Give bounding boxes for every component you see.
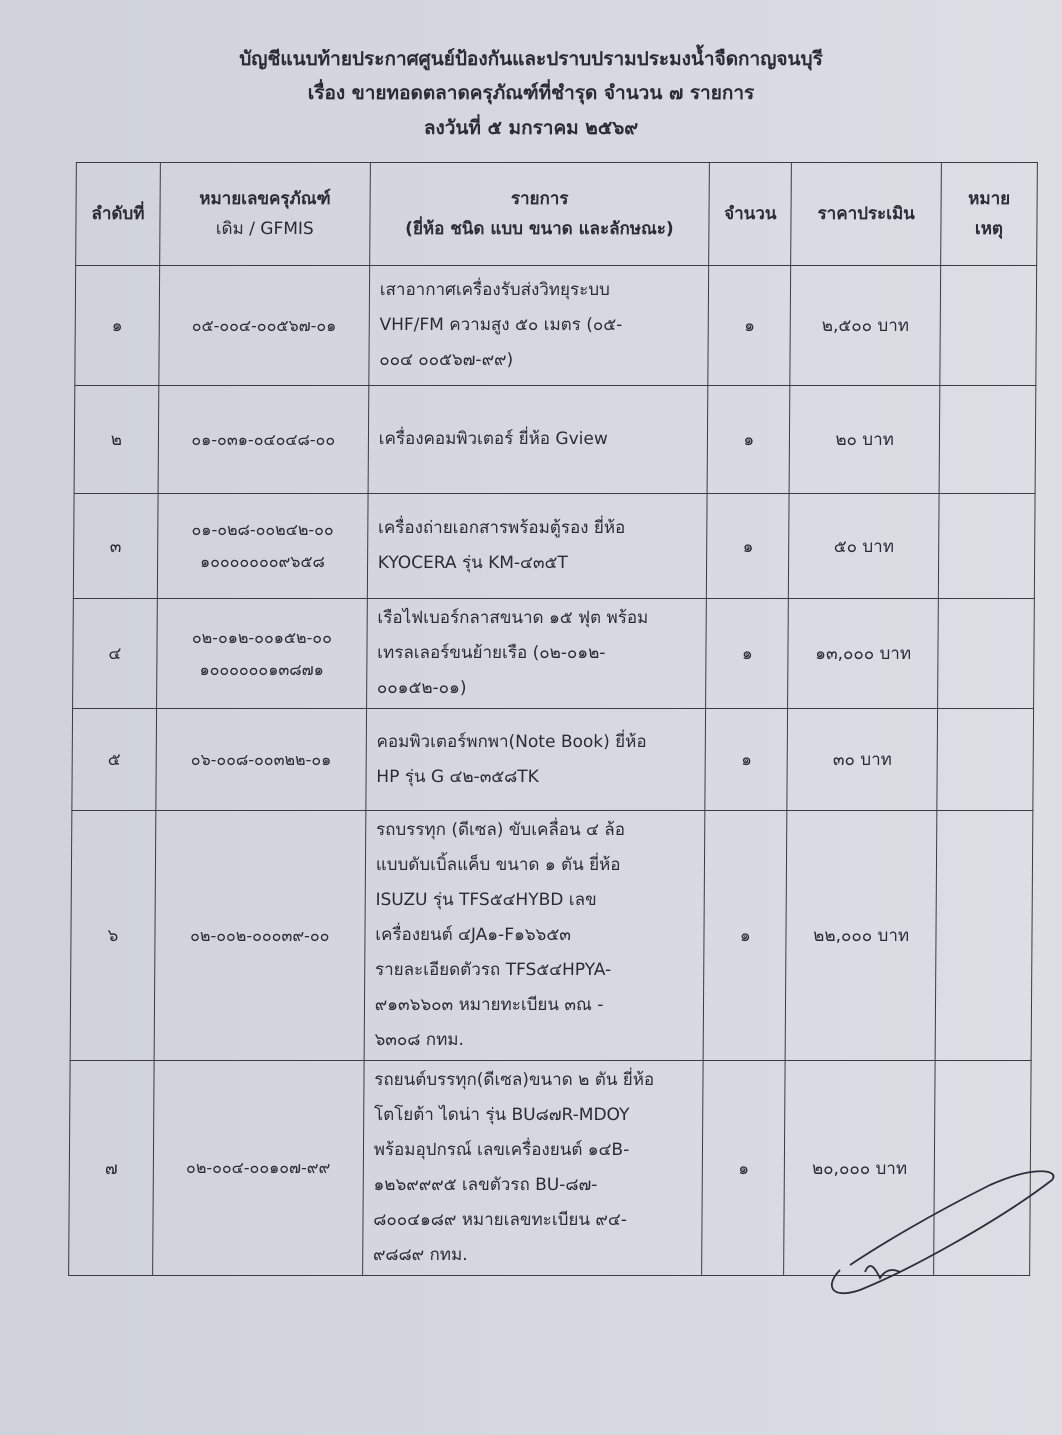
description-line: ๐๐๔ ๐๐๕๖๗-๙๙): [379, 350, 514, 370]
description-line: รถบรรทุก (ดีเซล) ขับเคลื่อน ๔ ล้อ: [375, 820, 626, 840]
asset-code-line: ๐๕-๐๐๔-๐๐๕๖๗-๐๑: [191, 315, 337, 335]
description-line: เครื่องยนต์ ๔JA๑-F๑๖๖๕๓: [375, 925, 571, 945]
row-number: ๕: [72, 709, 157, 811]
asset-code-line: ๐๑-๐๓๑-๐๔๐๔๘-๐๐: [191, 429, 336, 449]
header-price: ราคาประเมิน: [791, 163, 942, 266]
header-quantity: จำนวน: [709, 163, 792, 266]
item-description: [369, 266, 709, 386]
item-description: [368, 386, 708, 494]
appraised-price: ๒,๕๐๐ บาท: [790, 266, 941, 386]
description-line: เทรลเลอร์ขนย้ายเรือ (๐๒-๐๑๒-: [377, 643, 606, 663]
description-line: เสาอากาศเครื่องรับส่งวิทยุระบบ: [379, 280, 610, 300]
row-number: ๑: [75, 266, 160, 386]
document-date: ลงวันที่ ๕ มกราคม ๒๕๖๙: [423, 117, 639, 139]
description-line: ๐๐๑๕๒-๐๑): [376, 678, 467, 698]
appraised-price: ๑๓,๐๐๐ บาท: [788, 599, 939, 709]
header-code-line2: เดิม / GFMIS: [215, 219, 314, 239]
asset-code-line: ๐๒-๐๐๔-๐๐๑๐๗-๙๙: [186, 1158, 331, 1177]
description-line: พร้อมอุปกรณ์ เลขเครื่องยนต์ ๑๔B-: [373, 1140, 630, 1160]
table-header-row: [76, 163, 1038, 266]
table-row: [72, 709, 1034, 811]
item-description: [362, 1061, 703, 1276]
document-title: บัญชีแนบท้ายประกาศศูนย์ป้องกันและปราบปรามประมงน้ำจืดกาญจนบุรี: [239, 48, 823, 70]
note: [940, 266, 1037, 386]
table-row: [70, 811, 1033, 1061]
quantity: ๑: [708, 266, 791, 386]
quantity: ๑: [706, 599, 789, 709]
row-number: ๓: [73, 494, 158, 599]
item-description: [366, 599, 706, 709]
description-line: ๙๑๓๖๖๐๓ หมายทะเบียน ๓ณ -: [374, 995, 604, 1015]
signature: [820, 1160, 1060, 1310]
asset-code: [154, 811, 366, 1061]
asset-code: [158, 386, 369, 494]
appraised-price: ๒๒,๐๐๐ บาท: [785, 811, 937, 1061]
asset-code-line: ๐๒-๐๑๒-๐๐๑๕๒-๐๐: [191, 627, 332, 647]
table-row: [73, 494, 1035, 599]
row-number: ๒: [74, 386, 159, 494]
appraised-price: ๒๐ บาท: [789, 386, 940, 494]
asset-code-line: ๑๐๐๐๐๐๐๑๓๘๗๑: [199, 659, 324, 679]
description-line: ๘๐๐๔๑๘๙ หมายเลขทะเบียน ๙๔-: [373, 1210, 627, 1230]
header-note-line2: เหตุ: [974, 219, 1004, 239]
quantity: ๑: [707, 386, 790, 494]
item-description: [366, 709, 706, 811]
appraised-price: ๒๐,๐๐๐ บาท: [784, 1061, 935, 1276]
asset-code: [153, 1061, 364, 1276]
description-line: รถยนต์บรรทุก(ดีเซล)ขนาด ๒ ตัน ยี่ห้อ: [374, 1070, 655, 1090]
header-code: [160, 163, 371, 266]
asset-code-line: ๐๒-๐๐๒-๐๐๐๓๙-๐๐: [190, 925, 330, 945]
description-line: โตโยต้า ไดน่า รุ่น BU๘๗R-MDOY: [373, 1105, 630, 1125]
asset-code-line: ๑๐๐๐๐๐๐๐๙๖๕๘: [199, 552, 325, 571]
row-number: ๖: [70, 811, 156, 1061]
header-description: [369, 163, 709, 266]
row-number: ๔: [73, 599, 158, 709]
quantity: ๑: [702, 1061, 785, 1276]
quantity: ๑: [707, 494, 790, 599]
asset-code: [156, 599, 367, 709]
note: [937, 709, 1034, 811]
quantity: ๑: [705, 709, 788, 811]
description-line: เรือไฟเบอร์กลาสขนาด ๑๕ ฟุต พร้อม: [377, 608, 649, 628]
description-line: คอมพิวเตอร์พกพา(Note Book) ยี่ห้อ: [376, 731, 647, 752]
description-line: แบบดับเบิ้ลแค็บ ขนาด ๑ ตัน ยี่ห้อ: [375, 855, 621, 875]
table-row: [74, 386, 1036, 494]
appraised-price: ๕๐ บาท: [789, 494, 940, 599]
description-line: HP รุ่น G ๔๒-๓๕๘TK: [376, 766, 539, 787]
item-description: [367, 494, 707, 599]
note: [935, 811, 1033, 1061]
row-number: ๗: [69, 1061, 154, 1276]
document-subject: เรื่อง ขายทอดตลาดครุภัณฑ์ที่ชำรุด จำนวน ๗ รายการ: [307, 82, 755, 104]
note: [939, 386, 1036, 494]
asset-code: [156, 709, 367, 811]
note: [938, 494, 1035, 599]
header-note: [941, 163, 1038, 266]
asset-code: [157, 494, 368, 599]
note: [938, 599, 1035, 709]
asset-code-line: ๐๑-๐๒๘-๐๐๒๔๒-๐๐: [191, 520, 334, 539]
asset-code-line: ๐๖-๐๐๘-๐๐๓๒๒-๐๑: [190, 749, 332, 769]
description-line: รายละเอียดตัวรถ TFS๕๔HPYA-: [374, 960, 612, 980]
description-line: ๙๘๘๙ กทม.: [372, 1245, 468, 1265]
header-no: ลำดับที่: [76, 163, 161, 266]
description-line: เครื่องถ่ายเอกสารพร้อมตู้รอง ยี่ห้อ: [378, 518, 626, 538]
asset-table: [68, 162, 1038, 1276]
table-row: [73, 599, 1035, 709]
header-note-line1: หมาย: [968, 189, 1011, 209]
description-line: ๑๒๖๙๙๙๕ เลขตัวรถ BU-๘๗-: [373, 1175, 598, 1195]
header-code-line1: หมายเลขครุภัณฑ์: [199, 189, 331, 209]
description-line: ISUZU รุ่น TFS๕๔HYBD เลข: [375, 890, 597, 910]
item-description: [364, 811, 705, 1061]
appraised-price: ๓๐ บาท: [787, 709, 938, 811]
description-line: ๖๓๐๘ กทม.: [374, 1030, 465, 1050]
asset-code: [159, 266, 370, 386]
description-line: VHF/FM ความสูง ๕๐ เมตร (๐๕-: [379, 315, 623, 335]
description-line: KYOCERA รุ่น KM-๔๓๕T: [377, 553, 568, 573]
table-row: [75, 266, 1037, 386]
header-desc-line1: รายการ: [510, 189, 569, 209]
header-desc-line2: (ยี่ห้อ ชนิด แบบ ขนาด และลักษณะ): [405, 219, 674, 239]
description-line: เครื่องคอมพิวเตอร์ ยี่ห้อ Gview: [378, 429, 608, 449]
quantity: ๑: [703, 811, 787, 1061]
